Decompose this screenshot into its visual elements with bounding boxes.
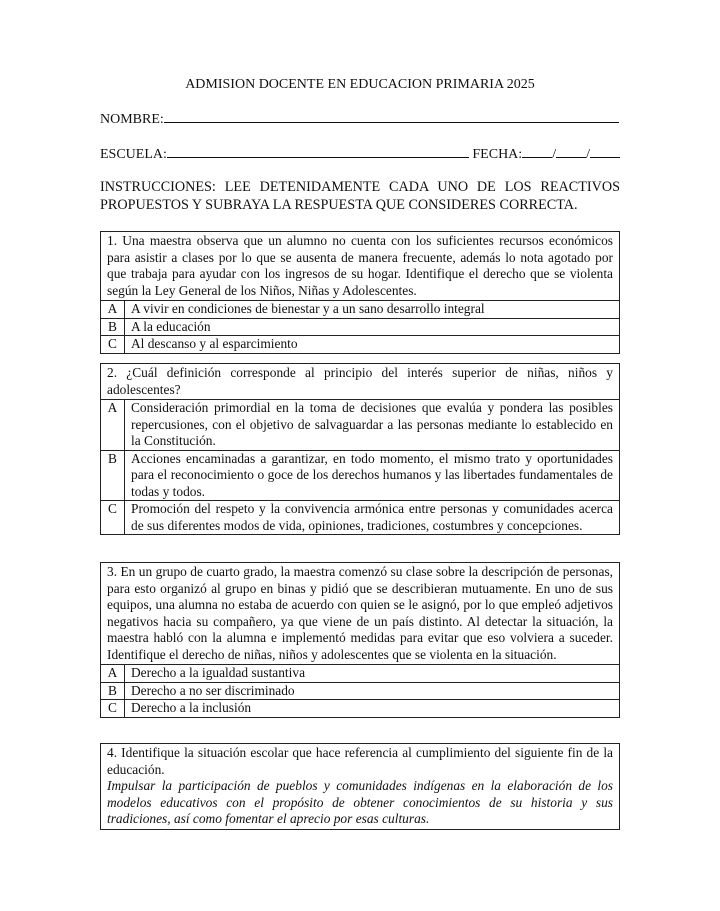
answer-option[interactable] bbox=[101, 400, 619, 451]
option-text[interactable]: Promoción del respeto y la convivencia armónica entre personas y comunidades acerca de sus diferentes modos de vida, opiniones, tradiciones, costumbres y concepciones. bbox=[131, 501, 613, 533]
option-letter: B bbox=[101, 683, 125, 700]
escuela-fecha-field bbox=[100, 145, 620, 163]
nombre-field bbox=[100, 110, 620, 128]
question-stem: 3. En un grupo de cuarto grado, la maestra comenzó su clase sobre la descripción de personas, para esto organizó al grupo en binas y pidió que se describieran mutuamente. En uno de sus equipos, una alumna no estaba de acuerdo con quien se le asignó, por lo que empleó adjetivos negativos hacia su compañero, ya que viene de un país distinto. Al detectar la situación, la maestra habló con la alumna e implementó medidas para evitar que eso volviera a suceder. Identifique el derecho de niñas, niños y adolescentes que se violenta en la situación. bbox=[101, 563, 619, 665]
question-block bbox=[100, 363, 620, 535]
answer-option[interactable] bbox=[101, 301, 619, 319]
option-text[interactable]: Derecho a la igualdad sustantiva bbox=[131, 665, 306, 680]
exam-title: ADMISION DOCENTE EN EDUCACION PRIMARIA 2025 bbox=[185, 77, 535, 92]
answer-option[interactable] bbox=[101, 683, 619, 701]
question-stem-text: 4. Identifique la situación escolar que hace referencia al cumplimiento del siguiente fin de la educación. bbox=[107, 745, 613, 777]
option-letter: A bbox=[101, 665, 125, 682]
option-text[interactable]: A vivir en condiciones de bienestar y a un sano desarrollo integral bbox=[131, 301, 485, 316]
answer-option[interactable] bbox=[101, 501, 619, 534]
option-text[interactable]: Acciones encaminadas a garantizar, en todo momento, el mismo trato y oportunidades para el reconocimiento o goce de los derechos humanos y las libertades fundamentales de todas y todos. bbox=[131, 450, 613, 499]
option-letter: C bbox=[101, 700, 125, 717]
option-letter: B bbox=[101, 451, 125, 501]
escuela-label: ESCUELA: bbox=[100, 147, 167, 162]
option-letter: C bbox=[101, 501, 125, 534]
answer-option[interactable] bbox=[101, 319, 619, 337]
nombre-label: NOMBRE: bbox=[100, 112, 164, 127]
fecha-year-blank[interactable] bbox=[590, 145, 620, 158]
answer-option[interactable] bbox=[101, 336, 619, 353]
option-letter: A bbox=[101, 400, 125, 450]
option-text[interactable]: Derecho a la inclusión bbox=[131, 700, 252, 715]
question-stem bbox=[101, 744, 619, 829]
option-letter: B bbox=[101, 319, 125, 336]
fecha-separator: / bbox=[586, 147, 590, 162]
option-text[interactable]: Derecho a no ser discriminado bbox=[131, 682, 295, 698]
fecha-label: FECHA: bbox=[472, 147, 523, 162]
question-block bbox=[100, 743, 620, 830]
option-letter: C bbox=[101, 336, 125, 353]
answer-option[interactable] bbox=[101, 451, 619, 502]
answer-option[interactable] bbox=[101, 700, 619, 717]
question-stem: 2. ¿Cuál definición corresponde al principio del interés superior de niñas, niños y adolescentes? bbox=[101, 364, 619, 400]
question-quote: Impulsar la participación de pueblos y comunidades indígenas en la elaboración de los modelos educativos con el propósito de obtener conocimientos de su historia y sus tradiciones, así como fomentar el aprecio por esas culturas. bbox=[107, 778, 613, 826]
option-text[interactable]: Al descanso y al esparcimiento bbox=[131, 336, 298, 351]
option-text[interactable]: Consideración primordial en la toma de decisiones que evalúa y pondera las posibles repercusiones, con el objetivo de salvaguardar a las personas mediante lo establecido en la Constitución. bbox=[131, 400, 613, 448]
question-block bbox=[100, 231, 620, 354]
option-letter: A bbox=[101, 301, 125, 318]
fecha-day-blank[interactable] bbox=[522, 145, 552, 158]
question-stem: 1. Una maestra observa que un alumno no cuenta con los suficientes recursos económicos para asistir a clases por lo que se ausenta de manera frecuente, además lo nota agotado por que trabaja para ayudar con los ingresos de su hogar. Identifique el derecho que se violenta según la Ley General de los Niños, Niñas y Adolescentes. bbox=[101, 232, 619, 301]
fecha-separator: / bbox=[552, 147, 557, 162]
instructions: INSTRUCCIONES: LEE DETENIDAMENTE CADA UNO DE LOS REACTIVOS PROPUESTOS Y SUBRAYA LA RESPUESTA QUE CONSIDERES CORRECTA. bbox=[100, 179, 620, 213]
question-block bbox=[100, 562, 620, 718]
escuela-blank[interactable] bbox=[167, 145, 469, 158]
answer-option[interactable] bbox=[101, 665, 619, 683]
fecha-month-blank[interactable] bbox=[556, 145, 586, 158]
option-text[interactable]: A la educación bbox=[131, 318, 211, 334]
nombre-blank[interactable] bbox=[164, 110, 619, 123]
